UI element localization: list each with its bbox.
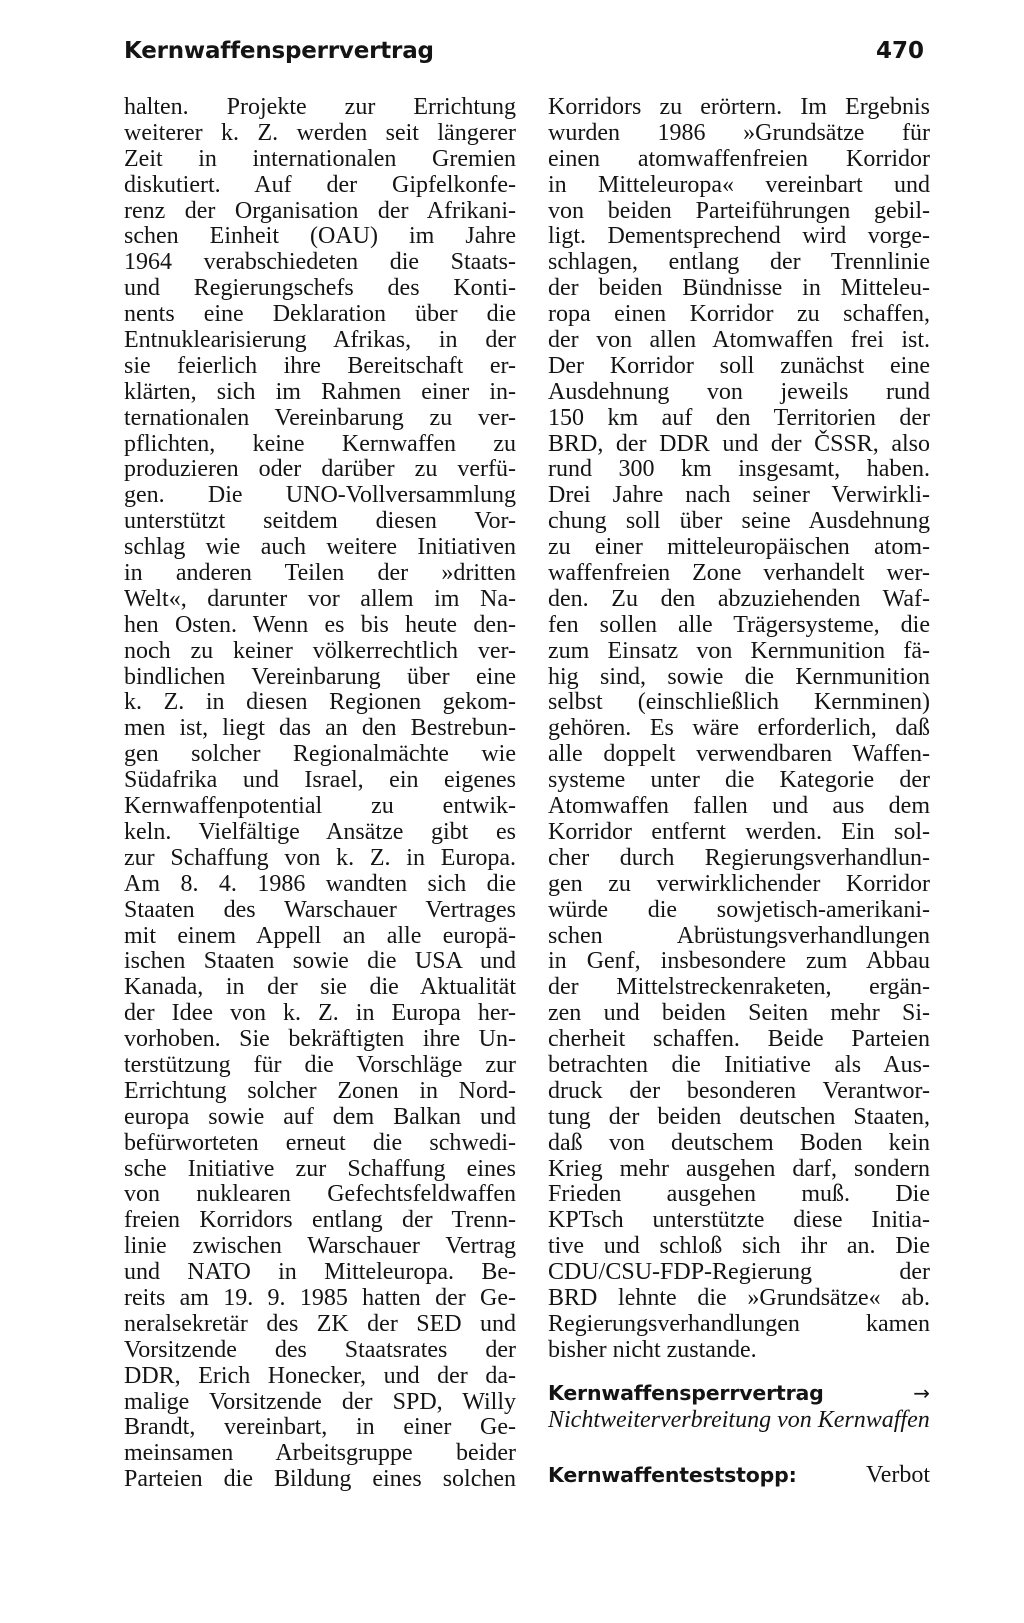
text-line: mit einem Appell an alle europä- (124, 922, 516, 949)
dictionary-entry-kernwaffenteststopp (548, 1462, 930, 1489)
text-line: cherheit schaffen. Beide Parteien (548, 1026, 930, 1053)
text-line: ropa einen Korridor zu schaffen, (548, 301, 930, 328)
text-line: schen Abrüstungsverhandlungen (548, 922, 930, 949)
text-line: alle doppelt verwendbaren Waffen- (548, 741, 930, 768)
text-line: Am 8. 4. 1986 wandten sich die (124, 870, 516, 897)
text-line: hen Osten. Wenn es bis heute den- (124, 611, 516, 638)
text-line: KPTsch unterstützte diese Initia- (548, 1207, 930, 1234)
text-line: CDU/CSU-FDP-Regierung der (548, 1259, 930, 1286)
text-line: cher durch Regierungsverhandlun- (548, 844, 930, 871)
text-line: zur Schaffung von k. Z. in Europa. (124, 844, 516, 871)
text-line: Errichtung solcher Zonen in Nord- (124, 1077, 516, 1104)
text-line: keln. Vielfältige Ansätze gibt es (124, 818, 516, 845)
text-line: BRD lehnte die »Grundsätze« ab. (548, 1284, 930, 1311)
left-column (124, 95, 516, 1493)
text-line: der Mittelstreckenraketen, ergän- (548, 974, 930, 1001)
text-line: reits am 19. 9. 1985 hatten der Ge- (124, 1284, 516, 1311)
text-line: Korridor entfernt werden. Ein sol- (548, 818, 930, 845)
text-line: BRD, der DDR und der ČSSR, also (548, 430, 930, 457)
text-line: fen sollen alle Trägersysteme, die (548, 611, 930, 638)
entry-headline (548, 1380, 930, 1407)
text-line: Krieg mehr ausgehen darf, sondern (548, 1155, 930, 1182)
text-line: von nuklearen Gefechtsfeldwaffen (124, 1181, 516, 1208)
text-line: wurden 1986 »Grundsätze für (548, 119, 930, 146)
text-line: gen zu verwirklichender Korridor (548, 870, 930, 897)
text-line: diskutiert. Auf der Gipfelkonfe- (124, 171, 516, 198)
text-line: Staaten des Warschauer Vertrages (124, 896, 516, 923)
text-line: selbst (einschließlich Kernminen) (548, 689, 930, 716)
text-line: weiterer k. Z. werden seit längerer (124, 119, 516, 146)
text-line: Welt«, darunter vor allem im Na- (124, 585, 516, 612)
text-line: neralsekretär des ZK der SED und (124, 1310, 516, 1337)
text-line: Drei Jahre nach seiner Verwirkli- (548, 482, 930, 509)
text-line: Zeit in internationalen Gremien (124, 145, 516, 172)
text-line: den. Zu den abzuziehenden Waf- (548, 585, 930, 612)
text-line: schlag wie auch weitere Initiativen (124, 534, 516, 561)
text-line: Der Korridor soll zunächst eine (548, 352, 930, 379)
text-line: der von allen Atomwaffen frei ist. (548, 327, 930, 354)
text-line: befürworteten erneut die schwedi- (124, 1129, 516, 1156)
text-line: der Idee von k. Z. in Europa her- (124, 1000, 516, 1027)
text-line: betrachten die Initiative als Aus- (548, 1051, 930, 1078)
dictionary-entry-kernwaffensperrvertrag (548, 1380, 930, 1434)
text-line: Ausdehnung von jeweils rund (548, 378, 930, 405)
text-line: bindlichen Vereinbarung über eine (124, 663, 516, 690)
text-line: würde die sowjetisch-amerikani- (548, 896, 930, 923)
text-line: gen. Die UNO-Vollversammlung (124, 482, 516, 509)
text-line: und Regierungschefs des Konti- (124, 275, 516, 302)
text-line: chung soll über seine Ausdehnung (548, 508, 930, 535)
text-line: Kernwaffenpotential zu entwik- (124, 793, 516, 820)
text-line: tung der beiden deutschen Staaten, (548, 1103, 930, 1130)
page-number: 470 (875, 38, 924, 64)
text-line: gen solcher Regionalmächte wie (124, 741, 516, 768)
text-line: DDR, Erich Honecker, und der da- (124, 1362, 516, 1389)
text-line: waffenfreien Zone verhandelt wer- (548, 560, 930, 587)
text-line: pflichten, keine Kernwaffen zu (124, 430, 516, 457)
text-line: 150 km auf den Territorien der (548, 404, 930, 431)
text-line: zen und beiden Seiten mehr Si- (548, 1000, 930, 1027)
text-line: freien Korridors entlang der Trenn- (124, 1207, 516, 1234)
text-line: Atomwaffen fallen und aus dem (548, 793, 930, 820)
text-line: gehören. Es wäre erforderlich, daß (548, 715, 930, 742)
text-line: halten. Projekte zur Errichtung (124, 94, 516, 120)
text-line: 1964 verabschiedeten die Staats- (124, 249, 516, 276)
text-line: einen atomwaffenfreien Korridor (548, 145, 930, 172)
text-line: der beiden Bündnisse in Mitteleu- (548, 275, 930, 302)
text-line: hig sind, sowie die Kernmunition (548, 663, 930, 690)
text-line: tive und schloß sich ihr an. Die (548, 1233, 930, 1260)
text-line: malige Vorsitzende der SPD, Willy (124, 1388, 516, 1415)
text-line: noch zu keiner völkerrechtlich ver- (124, 637, 516, 664)
text-line: ligt. Dementsprechend wird vorge- (548, 223, 930, 250)
text-line: k. Z. in diesen Regionen gekom- (124, 689, 516, 716)
text-line: systeme unter die Kategorie der (548, 767, 930, 794)
entry-headword: Kernwaffensperrvertrag (548, 1381, 824, 1405)
text-line: zum Einsatz von Kernmunition fä- (548, 637, 930, 664)
text-line: von beiden Parteiführungen gebil- (548, 197, 930, 224)
text-line: in anderen Teilen der »dritten (124, 560, 516, 587)
text-line: in Mitteleuropa« vereinbart und (548, 171, 930, 198)
text-line: schen Einheit (OAU) im Jahre (124, 223, 516, 250)
text-line: Parteien die Bildung eines solchen (124, 1466, 516, 1493)
text-line: renz der Organisation der Afrikani- (124, 197, 516, 224)
text-line: Kanada, in der sie die Aktualität (124, 974, 516, 1001)
text-line: Entnuklearisierung Afrikas, in der (124, 327, 516, 354)
text-line: Korridors zu erörtern. Im Ergebnis (548, 94, 930, 120)
text-line: zu einer mitteleuropäischen atom- (548, 534, 930, 561)
text-line: men ist, liegt das an den Bestrebun- (124, 715, 516, 742)
text-line: klärten, sich im Rahmen einer in- (124, 378, 516, 405)
cross-reference-text: Nichtweiterverbreitung von Kernwaffen (548, 1407, 930, 1433)
text-line: produzieren oder darüber zu verfü- (124, 456, 516, 483)
text-line: vorhoben. Sie bekräftigten ihre Un- (124, 1026, 516, 1053)
text-line: linie zwischen Warschauer Vertrag (124, 1233, 516, 1260)
text-line: Regierungsverhandlungen kamen (548, 1310, 930, 1337)
text-line: ternationalen Vereinbarung zu ver- (124, 404, 516, 431)
text-line: daß von deutschem Boden kein (548, 1129, 930, 1156)
text-line: terstützung für die Vorschläge zur (124, 1051, 516, 1078)
entry-headline (548, 1462, 930, 1489)
text-line: und NATO in Mitteleuropa. Be- (124, 1259, 516, 1286)
text-line: druck der besonderen Verantwor- (548, 1077, 930, 1104)
text-line: bisher nicht zustande. (548, 1336, 757, 1363)
text-line: unterstützt seitdem diesen Vor- (124, 508, 516, 535)
text-line: nents eine Deklaration über die (124, 301, 516, 328)
text-line: in Genf, insbesondere zum Abbau (548, 948, 930, 975)
text-line: Brandt, vereinbart, in einer Ge- (124, 1414, 516, 1441)
cross-reference-arrow-icon: → (913, 1381, 930, 1405)
entry-headword: Kernwaffenteststopp: (548, 1463, 797, 1487)
text-line: ischen Staaten sowie die USA und (124, 948, 516, 975)
running-head: Kernwaffensperrvertrag (124, 38, 434, 64)
text-line: sche Initiative zur Schaffung eines (124, 1155, 516, 1182)
entry-definition-start: Verbot (866, 1462, 930, 1488)
text-line: europa sowie auf dem Balkan und (124, 1103, 516, 1130)
text-line: rund 300 km insgesamt, haben. (548, 456, 930, 483)
text-line: sie feierlich ihre Bereitschaft er- (124, 352, 516, 379)
text-line: Südafrika und Israel, ein eigenes (124, 767, 516, 794)
text-line: Frieden ausgehen muß. Die (548, 1181, 930, 1208)
right-column (548, 95, 930, 1364)
text-line: Vorsitzende des Staatsrates der (124, 1336, 516, 1363)
text-line: meinsamen Arbeitsgruppe beider (124, 1440, 516, 1467)
text-line: schlagen, entlang der Trennlinie (548, 249, 930, 276)
